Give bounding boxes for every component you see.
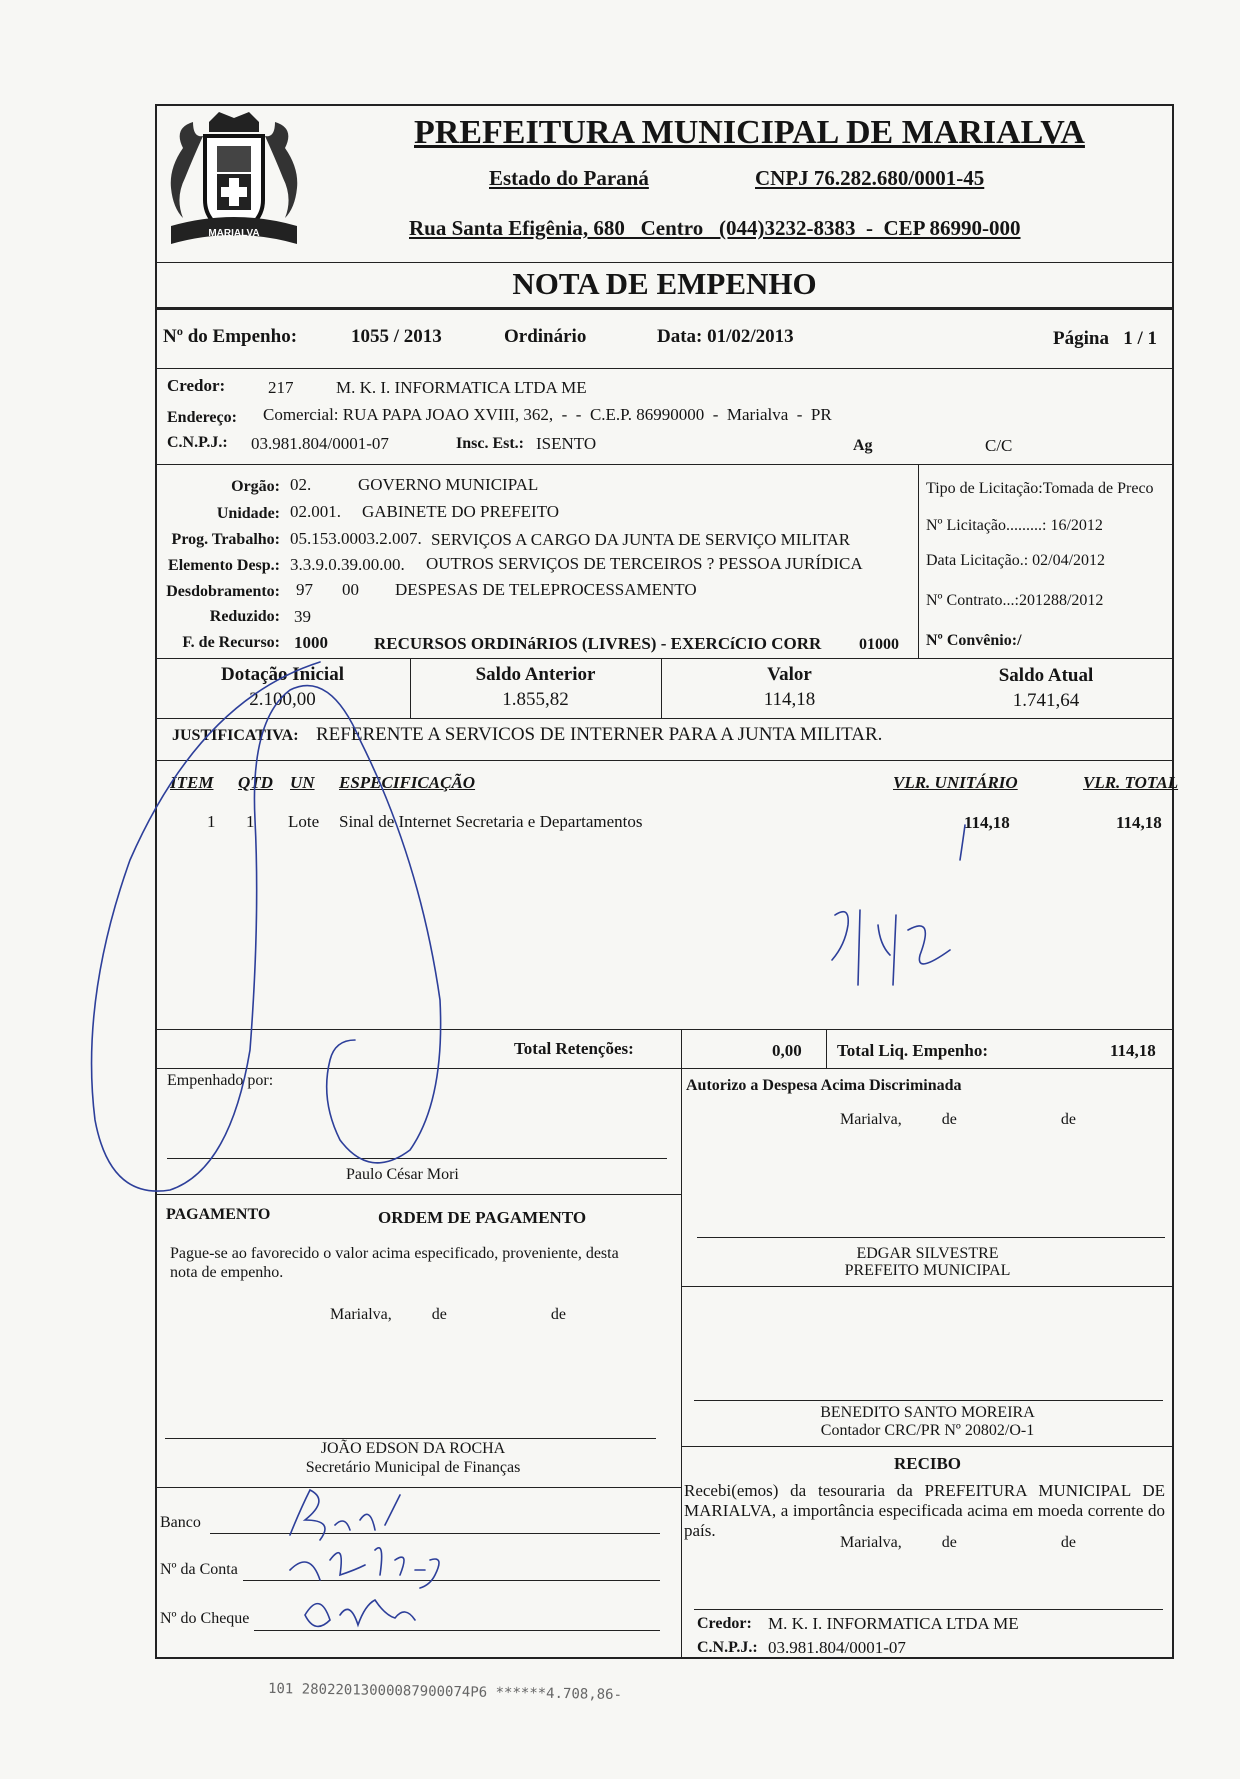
empenho-label: Nº do Empenho: bbox=[163, 326, 298, 347]
desd-sub: 00 bbox=[342, 580, 359, 599]
handwritten-number bbox=[832, 910, 950, 985]
insc-label: Insc. Est.: bbox=[456, 435, 525, 452]
elem-label: Elemento Desp.: bbox=[168, 557, 280, 574]
justificativa-text: REFERENTE A SERVICOS DE INTERNER PARA A JUNTA MILITAR. bbox=[316, 724, 883, 745]
banco-label: Banco bbox=[160, 1514, 201, 1531]
total-retencoes-value: 0,00 bbox=[772, 1041, 802, 1060]
credor-label: Credor: bbox=[167, 376, 226, 395]
recibo-place: Marialva, de de bbox=[840, 1534, 1076, 1551]
check-mark bbox=[960, 825, 965, 860]
recibo-credor-label: Credor: bbox=[697, 1615, 752, 1632]
elem-code: 3.3.9.0.39.00.00. bbox=[290, 555, 405, 574]
prefeito-name: EDGAR SILVESTRE bbox=[856, 1245, 999, 1262]
row-un: Lote bbox=[288, 812, 320, 831]
elem-name: OUTROS SERVIÇOS DE TERCEIROS ? PESSOA JURÍDICA bbox=[426, 554, 863, 573]
prog-label: Prog. Trabalho: bbox=[171, 531, 280, 548]
col-header-qtd: QTD bbox=[238, 773, 273, 792]
bank-stamp: 101 28022013000087900074P6 ******4.708,86- bbox=[267, 1680, 623, 1704]
licitacao-data: Data Licitação.: 02/04/2012 bbox=[926, 552, 1106, 569]
page-number: Página 1 / 1 bbox=[1053, 328, 1157, 349]
ordem-pagamento-label: ORDEM DE PAGAMENTO bbox=[378, 1208, 587, 1227]
unidade-label: Unidade: bbox=[216, 505, 280, 522]
desd-label: Desdobramento: bbox=[166, 583, 280, 600]
recurso-name: RECURSOS ORDINáRIOS (LIVRES) - EXERCíCIO CORR bbox=[374, 634, 822, 653]
pagamento-text: Pague-se ao favorecido o valor acima especificado, proveniente, desta nota de empenho. bbox=[170, 1245, 619, 1281]
recibo-title: RECIBO bbox=[893, 1454, 962, 1473]
reduzido-value: 39 bbox=[294, 607, 311, 626]
banco-handwriting bbox=[290, 1490, 400, 1540]
pagamento-place: Marialva, de de bbox=[330, 1306, 566, 1323]
endereco-label: Endereço: bbox=[167, 409, 237, 426]
autorizo-label: Autorizo a Despesa Acima Discriminada bbox=[686, 1077, 962, 1094]
licitacao-tipo: Tipo de Licitação:Tomada de Preco bbox=[926, 480, 1154, 497]
recurso-code-2: 01000 bbox=[859, 636, 899, 653]
document-title: NOTA DE EMPENHO bbox=[512, 266, 817, 301]
credor-name: M. K. I. INFORMATICA LTDA ME bbox=[336, 378, 587, 397]
empenho-number: 1055 / 2013 bbox=[351, 326, 442, 347]
desd-code: 97 bbox=[296, 580, 313, 599]
orgao-code: 02. bbox=[290, 475, 312, 494]
recibo-credor-name: M. K. I. INFORMATICA LTDA ME bbox=[768, 1614, 1019, 1633]
valor-label: Valor bbox=[767, 664, 812, 685]
credor-insc: ISENTO bbox=[536, 434, 597, 453]
contador-title: Contador CRC/PR Nº 20802/O-1 bbox=[820, 1422, 1035, 1439]
licitacao-convenio: Nº Convênio:/ bbox=[926, 632, 1022, 649]
prog-name: SERVIÇOS A CARGO DA JUNTA DE SERVIÇO MILITAR bbox=[431, 530, 851, 549]
autorizo-place: Marialva, de de bbox=[840, 1111, 1076, 1128]
secretario-name: JOÃO EDSON DA ROCHA bbox=[320, 1440, 506, 1457]
orgao-name: GOVERNO MUNICIPAL bbox=[358, 475, 539, 494]
valor-value: 114,18 bbox=[763, 689, 816, 710]
state-label: Estado do Paraná bbox=[489, 166, 649, 190]
credor-cnpj: 03.981.804/0001-07 bbox=[251, 434, 389, 453]
saldo-atual-value: 1.741,64 bbox=[1012, 690, 1080, 711]
recibo-text: Recebi(emos) da tesouraria da PREFEITURA MUNICIPAL DE MARIALVA, a importância especificada acima em moeda corrente do país. bbox=[684, 1481, 1165, 1540]
saldo-anterior-label: Saldo Anterior bbox=[475, 664, 596, 685]
cnpj-label: C.N.P.J.: bbox=[167, 434, 228, 451]
conta-label: Nº da Conta bbox=[160, 1561, 238, 1578]
justificativa-label: JUSTIFICATIVA: bbox=[172, 727, 299, 744]
saldo-atual-label: Saldo Atual bbox=[998, 665, 1094, 686]
empenhado-name: Paulo César Mori bbox=[346, 1166, 459, 1183]
row-especificacao: Sinal de Internet Secretaria e Departamentos bbox=[339, 812, 643, 831]
svg-text:MARIALVA: MARIALVA bbox=[208, 228, 260, 239]
empenho-date: Data: 01/02/2013 bbox=[657, 326, 794, 347]
cheque-handwriting bbox=[305, 1600, 415, 1626]
row-vlr-unitario: 114,18 bbox=[964, 813, 1010, 832]
pagamento-label: PAGAMENTO bbox=[166, 1206, 271, 1223]
contador-name: BENEDITO SANTO MOREIRA bbox=[820, 1404, 1035, 1421]
reduzido-label: Reduzido: bbox=[209, 608, 280, 625]
col-header-item: ITEM bbox=[170, 773, 214, 792]
ag-label: Ag bbox=[853, 437, 873, 454]
col-header-un: UN bbox=[290, 773, 315, 792]
licitacao-numero: Nº Licitação.........: 16/2012 bbox=[926, 517, 1103, 534]
desd-name: DESPESAS DE TELEPROCESSAMENTO bbox=[395, 580, 697, 599]
recurso-label: F. de Recurso: bbox=[182, 634, 280, 651]
page-title: PREFEITURA MUNICIPAL DE MARIALVA bbox=[414, 114, 1085, 151]
orgao-label: Orgão: bbox=[231, 478, 280, 495]
licitacao-contrato: Nº Contrato...:201288/2012 bbox=[926, 592, 1104, 609]
cheque-label: Nº do Cheque bbox=[160, 1610, 250, 1627]
empenhado-signature bbox=[92, 662, 441, 1191]
unidade-name: GABINETE DO PREFEITO bbox=[362, 502, 560, 521]
total-liq-label: Total Liq. Empenho: bbox=[837, 1041, 988, 1060]
saldo-anterior-value: 1.855,82 bbox=[502, 689, 569, 710]
cnpj-header: CNPJ 76.282.680/0001-45 bbox=[755, 166, 985, 190]
col-header-especificacao: ESPECIFICAÇÃO bbox=[339, 773, 476, 792]
prog-code: 05.153.0003.2.007. bbox=[290, 529, 422, 548]
secretario-title: Secretário Municipal de Finanças bbox=[305, 1459, 521, 1476]
recibo-cnpj: 03.981.804/0001-07 bbox=[768, 1638, 906, 1657]
total-liq-value: 114,18 bbox=[1110, 1041, 1156, 1060]
col-header-vlr-unitario: VLR. UNITÁRIO bbox=[893, 773, 1018, 792]
address-line: Rua Santa Efigênia, 680 Centro (044)3232-8383 - CEP 86990-000 bbox=[409, 216, 1021, 240]
cc-label: C/C bbox=[985, 436, 1013, 455]
prefeito-title: PREFEITO MUNICIPAL bbox=[844, 1262, 1011, 1279]
unidade-code: 02.001. bbox=[290, 502, 341, 521]
empenho-type: Ordinário bbox=[504, 326, 587, 347]
row-item: 1 bbox=[207, 812, 216, 831]
col-header-vlr-total: VLR. TOTAL bbox=[1083, 773, 1179, 792]
credor-address: Comercial: RUA PAPA JOAO XVIII, 362, - - C.E.P. 86990000 - Marialva - PR bbox=[263, 405, 832, 424]
dotacao-inicial-value: 2.100,00 bbox=[249, 689, 316, 710]
total-retencoes-label: Total Retenções: bbox=[514, 1039, 634, 1058]
credor-code: 217 bbox=[268, 378, 294, 397]
empenhado-label: Empenhado por: bbox=[167, 1072, 274, 1089]
conta-handwriting bbox=[290, 1548, 439, 1588]
dotacao-inicial-label: Dotação Inicial bbox=[221, 664, 344, 685]
row-qtd: 1 bbox=[246, 812, 255, 831]
row-vlr-total: 114,18 bbox=[1116, 813, 1162, 832]
recibo-cnpj-label: C.N.P.J.: bbox=[697, 1639, 758, 1656]
recurso-code: 1000 bbox=[294, 633, 328, 652]
